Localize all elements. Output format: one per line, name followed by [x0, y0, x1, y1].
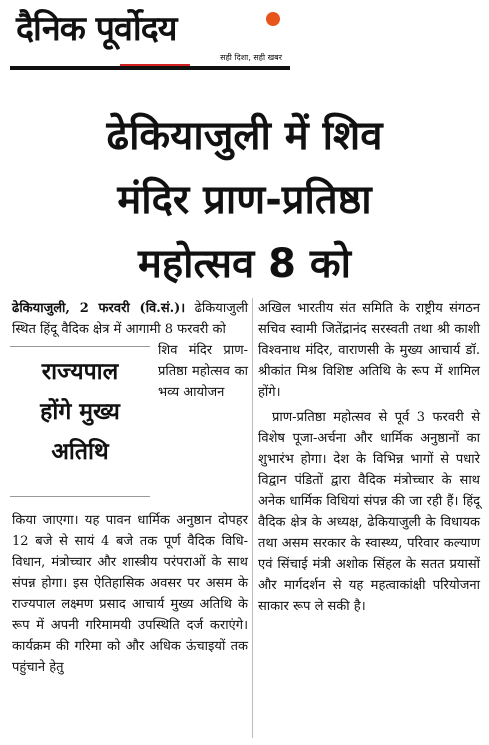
headline-line-2: मंदिर प्राण-प्रतिष्ठा [117, 177, 372, 223]
article-right-column [258, 298, 480, 617]
masthead-title: दैनिक पूर्वोदय [16, 9, 177, 49]
column-divider [252, 298, 253, 738]
article-right-para-2: प्राण-प्रतिष्ठा महोत्सव से पूर्व 3 फरवरी से विशेष पूजा-अर्चना और धार्मिक अनुष्ठानों का शुभारंभ होगा। देश के विभिन्न भागों से पधारे विद्वान पंडितों द्वारा वैदिक मंत्रोच्चार के साथ अनेक धार्मिक विधियां संपन्न की जा रही हैं। हिंदू वैदिक क्षेत्र के अध्यक्ष, ढेकियाजुली के विधायक तथा असम सरकार के स्वास्थ्य, परिवार कल्याण एवं सिंचाई मंत्री अशोक सिंहल के सतत प्रयासों और मार्गदर्शन से यह महत्वाकांक्षी परियोजना साकार रूप ले सकी है। [258, 410, 480, 614]
article-left-body: किया जाएगा। यह पावन धार्मिक अनुष्ठान दोपहर 12 बजे से सायं 4 बजे तक पूर्ण वैदिक विधि-विधान, मंत्रोच्चार और शास्त्रीय परंपराओं के साथ संपन्न होगा। इस ऐतिहासिक अवसर पर असम के राज्यपाल लक्ष्मण प्रसाद आचार्य मुख्य अतिथि के रूप में अपनी गरिमामयी उपस्थिति दर्ज कराएंगे। कार्यक्रम की गरिमा को और अधिक ऊंचाइयों तक पहुंचाने हेतु [12, 513, 248, 675]
masthead-red-accent [120, 64, 190, 66]
pull-quote-line-3: अतिथि [51, 439, 109, 465]
masthead-tagline: सही दिशा, सही खबर [220, 53, 282, 62]
pull-quote-line-1: राज्यपाल [41, 359, 119, 385]
article-left-top [12, 298, 248, 340]
masthead-rule [10, 66, 290, 70]
pull-quote-rule-top [10, 346, 150, 347]
headline-line-1: ढेकियाजुली में शिव [106, 113, 383, 159]
pull-quote-rule-bottom [10, 496, 150, 497]
pull-quote-line-2: होंगे मुख्य [40, 399, 120, 425]
headline-line-3: महोत्सव 8 को [137, 241, 351, 287]
masthead [10, 4, 290, 72]
article-right-para-1: अखिल भारतीय संत समिति के राष्ट्रीय संगठन सचिव स्वामी जितेंद्रानंद सरस्वती तथा श्री काशी विश्वनाथ मंदिर, वाराणसी के मुख्य आचार्य डॉ. श्रीकांत मिश्र विशिष्ट अतिथि के रूप में शामिल होंगे। [258, 301, 480, 400]
pull-quote [10, 352, 150, 472]
article-intro: ढेकियाजुली स्थित हिंदू वैदिक क्षेत्र में आगामी 8 फरवरी को [12, 301, 249, 337]
dateline: ढेकियाजुली, 2 फरवरी (वि.सं.)। [12, 301, 186, 316]
article-narrow-text: शिव मंदिर प्राण-प्रतिष्ठा महोत्सव का भव्य आयोजन [158, 343, 248, 400]
article-left-bottom [12, 510, 248, 678]
masthead-logo-dot-icon [266, 12, 280, 26]
headline [0, 104, 489, 296]
article-left-narrow [158, 340, 248, 403]
